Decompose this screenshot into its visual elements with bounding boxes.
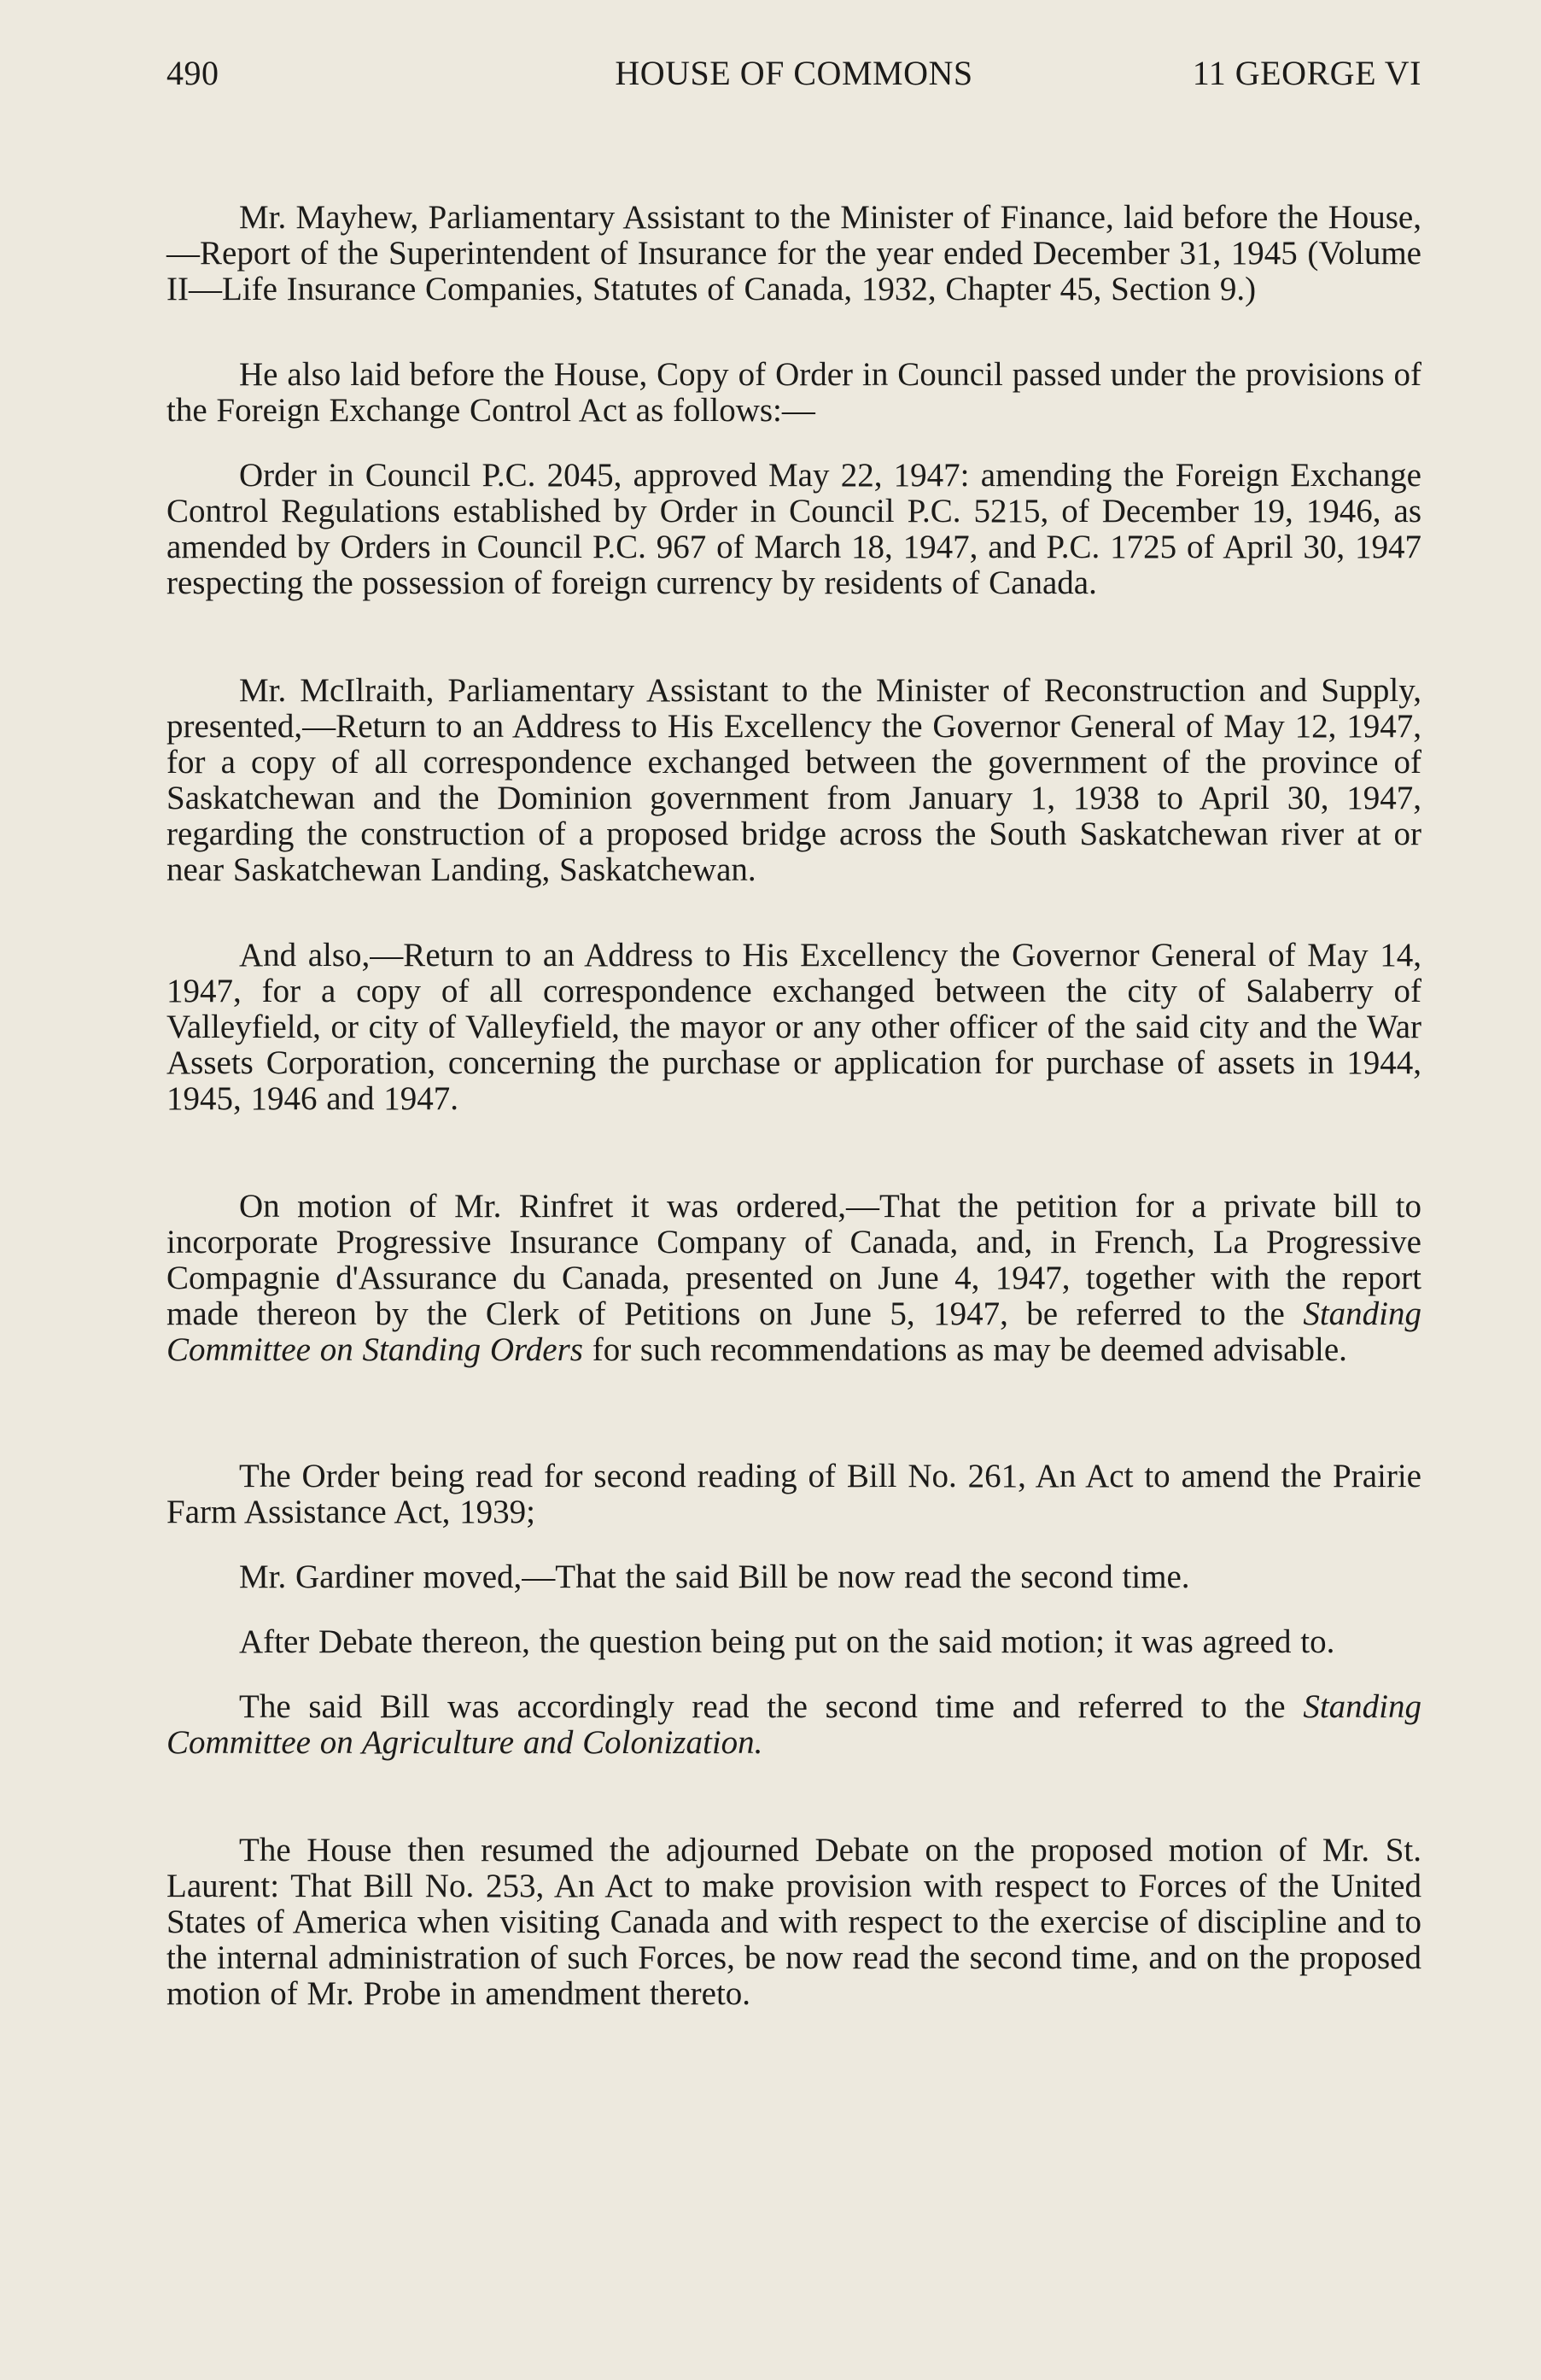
paragraph-bill-referred: [166, 1689, 1421, 1761]
paragraph-mayhew-report: Mr. Mayhew, Parliamentary Assistant to the Minister of Finance, laid before the House,—Report of the Superintendent of Insurance for the year ended December 31, 1945 (Volume II—Life Insurance Companies, Statutes of Canada, 1932, Chapter 45, Section 9.): [166, 199, 1421, 307]
committee-agriculture: Standing Committee on Agriculture and Colonization.: [166, 1688, 1421, 1761]
paragraph-order-in-council-detail: Order in Council P.C. 2045, approved May 22, 1947: amending the Foreign Exchange Control Regulations established by Order in Council P.C. 5215, of December 19, 1946, as amended by Orders in Council P.C. 967 of March 18, 1947, and P.C. 1725 of April 30, 1947 respecting the possession of foreign currency by residents of Canada.: [166, 457, 1421, 601]
journal-body: [166, 200, 1421, 2012]
page-number: 490: [166, 54, 219, 92]
paragraph-valleyfield-return: And also,—Return to an Address to His Excellency the Governor General of May 14, 1947, for a copy of all correspondence exchanged between the city of Salaberry of Valleyfield, or city of Valleyfield, the mayor or any other officer of the said city and the War Assets Corporation, concerning the purchase or application for purchase of assets in 1944, 1945, 1946 and 1947.: [166, 937, 1421, 1117]
paragraph-bill-261-order: The Order being read for second reading of Bill No. 261, An Act to amend the Prairie Farm Assistance Act, 1939;: [166, 1458, 1421, 1530]
paragraph-rinfret-motion: [166, 1189, 1421, 1368]
running-head: [166, 53, 1421, 104]
page-title: HOUSE OF COMMONS: [615, 54, 973, 92]
bill-referred-text: The said Bill was accordingly read the second time and referred to the: [239, 1688, 1304, 1725]
committee-standing-orders: Standing Committee on Standing Orders: [166, 1295, 1421, 1368]
rinfret-motion-text: On motion of Mr. Rinfret it was ordered,—That the petition for a private bill to incorporate Progressive Insurance Company of Canada, and, in French, La Progressive Compagnie d'Assurance du Canada, presented on June 4, 1947, together with the report made thereon by the Clerk of Petitions on June 5, 1947, be referred to the: [166, 1188, 1421, 1332]
paragraph-bill-253-debate: The House then resumed the adjourned Debate on the proposed motion of Mr. St. Laurent: That Bill No. 253, An Act to make provision with respect to Forces of the United States of America when visiting Canada and with respect to the exercise of discipline and to the internal administration of such Forces, be now read the second time, and on the proposed motion of Mr. Probe in amendment thereto.: [166, 1832, 1421, 2012]
paragraph-gardiner-motion: Mr. Gardiner moved,—That the said Bill be now read the second time.: [239, 1558, 1190, 1595]
paragraph-debate-agreed: After Debate thereon, the question being put on the said motion; it was agreed to.: [239, 1623, 1335, 1660]
rinfret-motion-text-end: for such recommendations as may be deemed advisable.: [582, 1331, 1347, 1368]
regnal-year: 11 GEORGE VI: [1192, 54, 1421, 92]
paragraph-order-in-council-intro: He also laid before the House, Copy of Order in Council passed under the provisions of the Foreign Exchange Control Act as follows:—: [166, 356, 1421, 429]
paragraph-mcilraith-return: Mr. McIlraith, Parliamentary Assistant to the Minister of Reconstruction and Supply, presented,—Return to an Address to His Excellency the Governor General of May 12, 1947, for a copy of all correspondence exchanged between the government of the province of Saskatchewan and the Dominion government from January 1, 1938 to April 30, 1947, regarding the construction of a proposed bridge across the South Saskatchewan river at or near Saskatchewan Landing, Saskatchewan.: [166, 672, 1421, 888]
